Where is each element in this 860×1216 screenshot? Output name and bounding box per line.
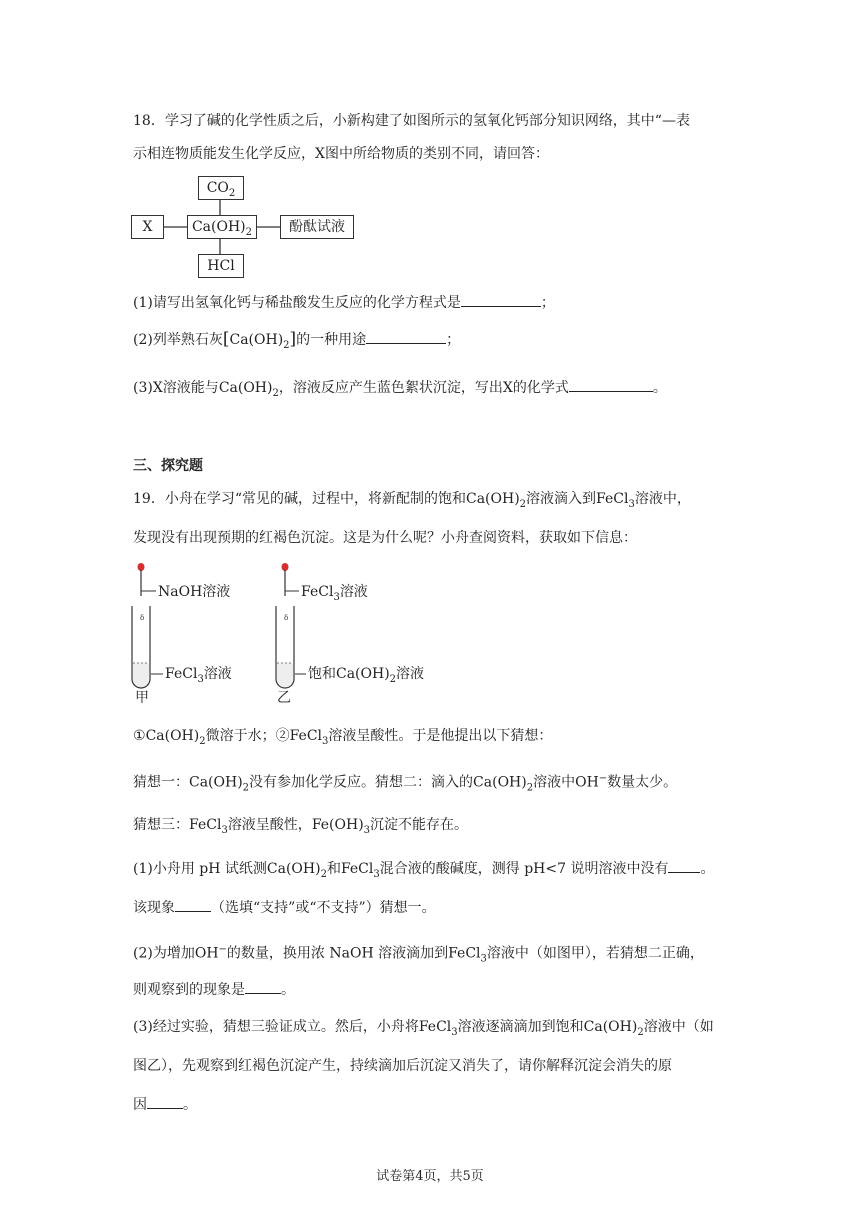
q19-part1-line2: 该现象 （选填“支持”或“不支持”）猜想一。 [133, 897, 436, 918]
dropper-b [282, 563, 300, 596]
fig-b-dropper-label: FeCl$_3$溶液 [301, 584, 368, 603]
dropper-a [138, 563, 157, 596]
node-caoh2: $Ca(OH)_2$ [187, 215, 257, 239]
section-title: 三、探究题 [133, 458, 203, 474]
q19-part2-line1: (2)为增加OH−的数量，换用浓 NaOH 溶液滴加到FeCl$_3$溶液中（如图甲），若猜想二正确， [133, 944, 704, 965]
fig-b-caption: 乙 [277, 690, 291, 706]
fig-a-caption: 甲 [135, 690, 149, 706]
q19-guess1-2: 猜想一：$Ca(OH)_2$没有参加化学反应。猜想二：滴入的$Ca(OH)_2$溶液中OH−数量太少。 [133, 773, 678, 794]
q19-part3-line3: 因 。 [133, 1094, 197, 1115]
q19-part3-line2: 图乙），先观察到红褐色沉淀产生，持续滴加后沉淀又消失了，请你解释沉淀会消失的原 [133, 1058, 672, 1074]
node-co2: $CO_2$ [198, 176, 244, 200]
svg-text:δ: δ [284, 614, 289, 622]
q19-line1: 19．小舟在学习“常见的碱，过程中，将新配制的饱和$Ca(OH)_2$溶液滴入到FeCl$_3$溶液中， [133, 491, 691, 510]
q18-part1: (1)请写出氢氧化钙与稀盐酸发生反应的化学方程式是 ； [133, 292, 555, 313]
tube-a [132, 606, 163, 688]
q19-part3-line1: (3)经过实验，猜想三验证成立。然后，小舟将FeCl$_3$溶液逐滴滴加到饱和$Ca(OH)_2$溶液中（如 [133, 1019, 714, 1038]
fig-a-tube-label: FeCl$_3$溶液 [165, 666, 232, 685]
q18-line1: 18．学习了碱的化学性质之后，小新构建了如图所示的氢氧化钙部分知识网络，其中“—表 [133, 113, 690, 129]
fig-a-dropper-label: NaOH溶液 [158, 584, 231, 600]
q18-part2: (2)列举熟石灰$[Ca(OH)_2]$的一种用途 ； [133, 329, 461, 351]
page-footer: 试卷第4页，共5页 [376, 1169, 484, 1184]
tube-b [276, 606, 306, 688]
node-hcl: HCl [198, 254, 244, 278]
svg-text:δ: δ [140, 614, 145, 622]
q18-line2: 示相连物质能发生化学反应，X图中所给物质的类别不同，请回答： [133, 146, 549, 162]
q19-part1-line1: (1)小舟用 pH 试纸测$Ca(OH)_2$和FeCl$_3$混合液的酸碱度，测得 pH<7 说明溶液中没有 。 [133, 858, 714, 885]
q19-part2-line2: 则观察到的现象是 。 [133, 979, 295, 1000]
q19-line2: 发现没有出现预期的红褐色沉淀。这是为什么呢？小舟查阅资料，获取如下信息： [133, 530, 637, 546]
q18-part3: (3)X溶液能与$Ca(OH)_2$，溶液反应产生蓝色絮状沉淀，写出X的化学式 。 [133, 377, 667, 404]
node-x: X [131, 215, 164, 239]
node-phenolphthalein: 酚酞试液 [280, 215, 354, 239]
q19-info: $①Ca(OH)_2$微溶于水；②FeCl$_3$溶液呈酸性。于是他提出以下猜想： [133, 728, 553, 747]
q19-guess3: 猜想三：FeCl$_3$溶液呈酸性，$Fe(OH)_3$沉淀不能存在。 [133, 817, 469, 836]
fig-b-tube-label: 饱和$Ca(OH)_2$溶液 [308, 666, 425, 685]
